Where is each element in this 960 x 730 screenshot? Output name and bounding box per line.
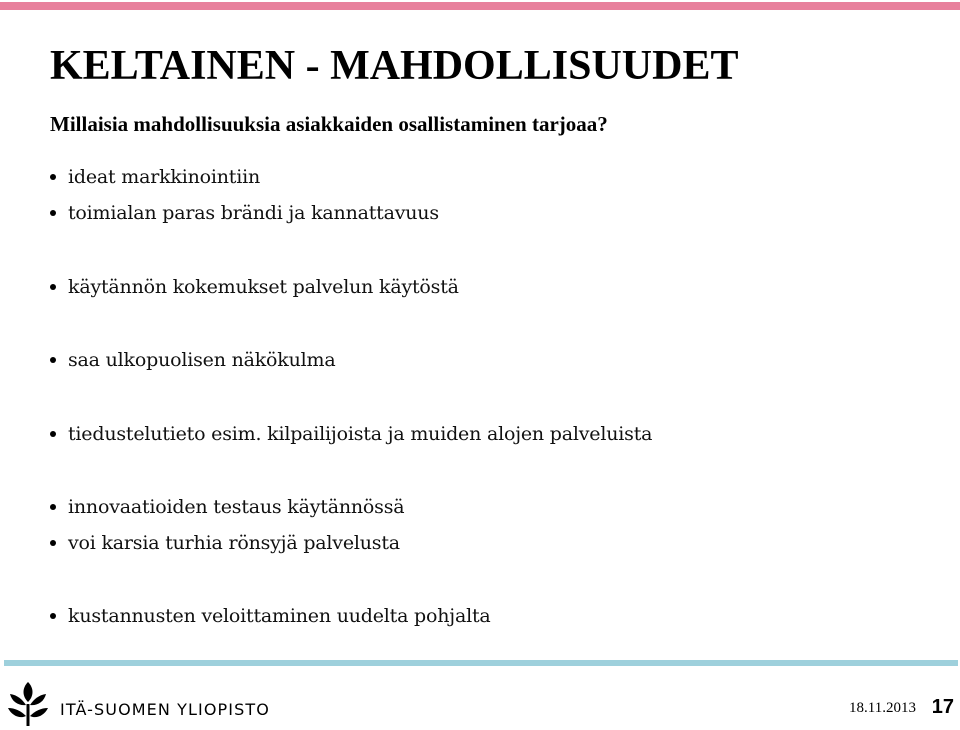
bullet-text: voi karsia turhia rönsyjä palvelusta [68, 532, 400, 554]
bullet-text: toimialan paras brändi ja kannattavuus [68, 202, 439, 224]
footer-date: 18.11.2013 [849, 700, 916, 716]
bullet-dot-icon [50, 504, 56, 510]
bottom-accent-bar [4, 660, 958, 666]
bullet-dot-icon [50, 613, 56, 619]
bullet-item [50, 162, 260, 192]
bullet-dot-icon [50, 540, 56, 546]
university-logo-icon [6, 678, 50, 726]
page-number: 17 [931, 696, 954, 718]
bullet-item [50, 528, 400, 558]
bullet-item [50, 345, 335, 375]
bullet-text: innovaatioiden testaus käytännössä [68, 496, 405, 518]
bullet-item [50, 198, 439, 228]
bullet-item [50, 492, 404, 522]
bullet-dot-icon [50, 431, 56, 437]
bullet-item [50, 419, 652, 449]
bullet-dot-icon [50, 357, 56, 363]
university-name: ITÄ-SUOMEN YLIOPISTO [60, 700, 270, 719]
bullet-text: tiedustelutieto esim. kilpailijoista ja muiden alojen palveluista [68, 423, 653, 445]
top-accent-bar [0, 2, 960, 10]
bullet-dot-icon [50, 284, 56, 290]
bullet-text: käytännön kokemukset palvelun käytöstä [68, 276, 459, 298]
bullet-item [50, 272, 459, 302]
bullet-dot-icon [50, 210, 56, 216]
bullet-text: saa ulkopuolisen näkökulma [68, 349, 336, 371]
bullet-item [50, 601, 491, 631]
slide-subtitle: Millaisia mahdollisuuksia asiakkaiden osallistaminen tarjoaa? [50, 112, 608, 136]
bullet-text: ideat markkinointiin [68, 166, 261, 188]
slide-title: KELTAINEN - MAHDOLLISUUDET [50, 43, 739, 89]
bullet-dot-icon [50, 174, 56, 180]
bullet-text: kustannusten veloittaminen uudelta pohjalta [68, 605, 491, 627]
